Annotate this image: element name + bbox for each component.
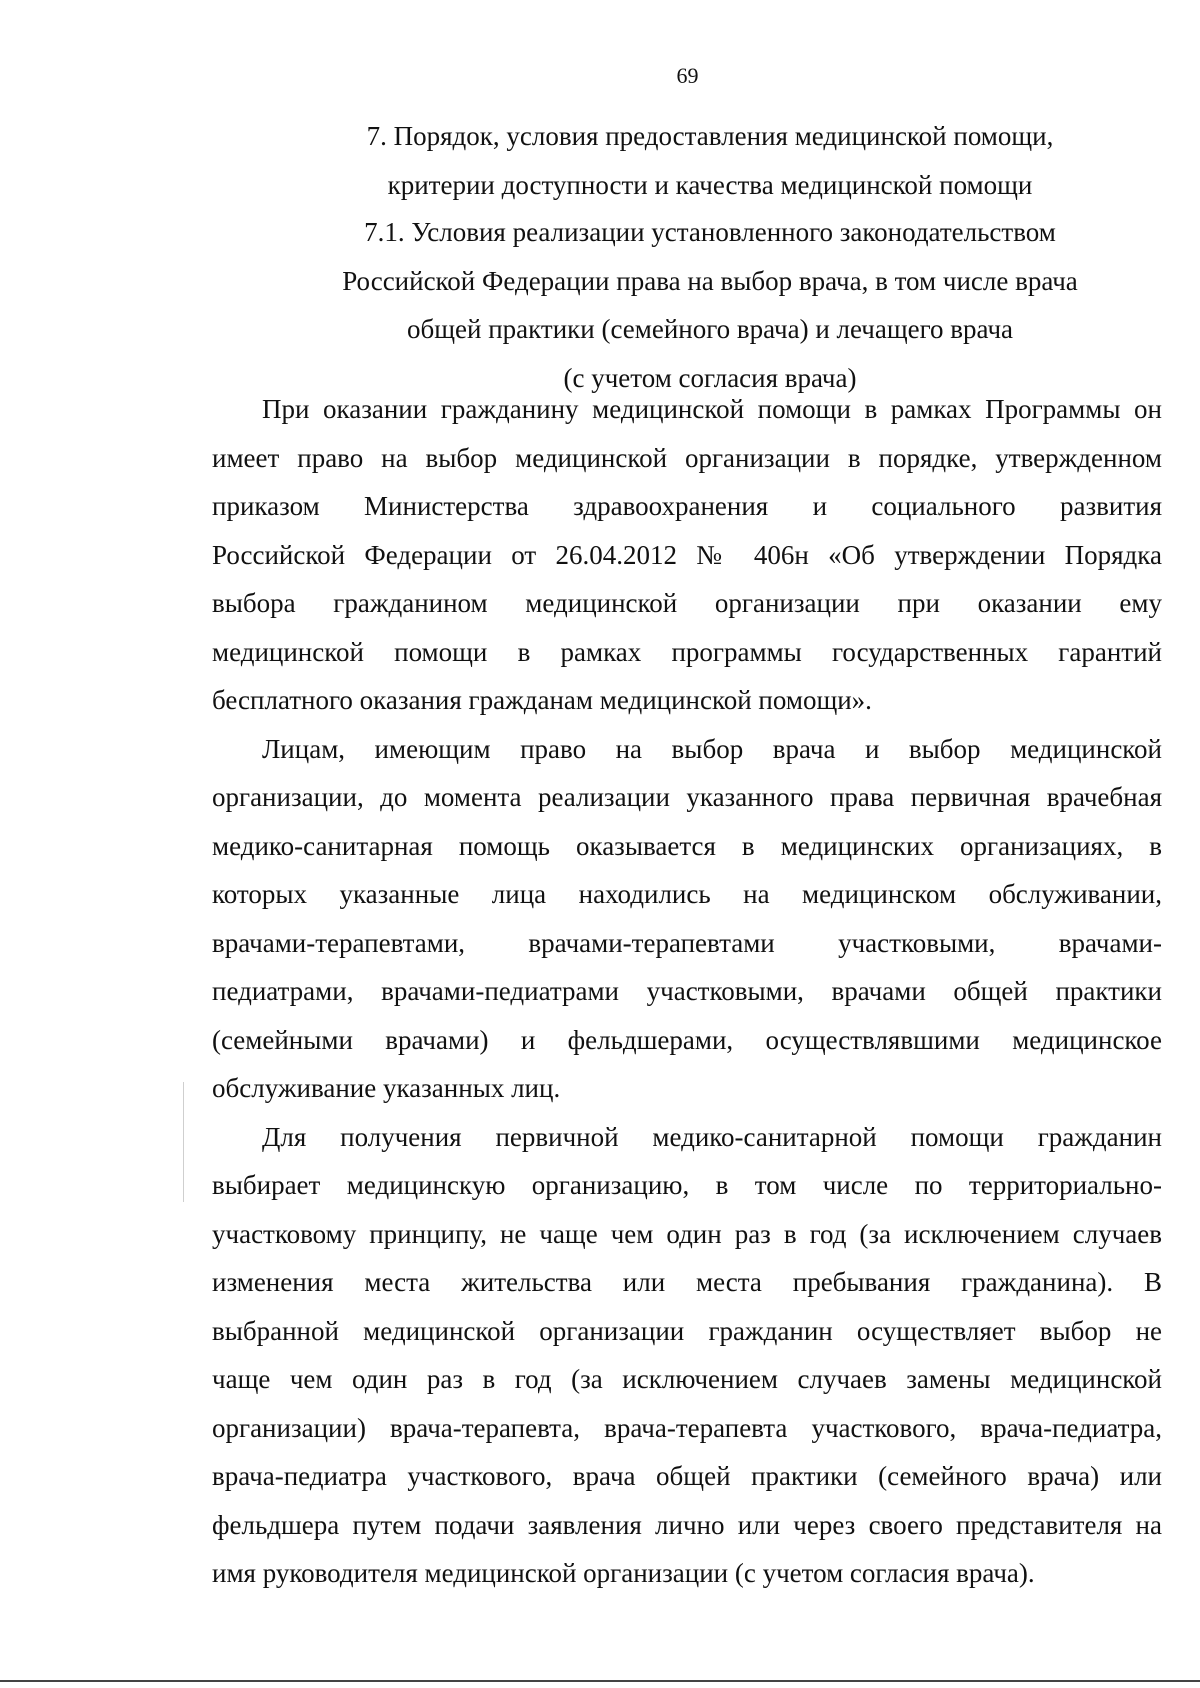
text-line: Российской Федерации от 26.04.2012 № 406н «Об утверждении Порядка	[212, 539, 1162, 570]
document-body	[212, 385, 1162, 1598]
text-line: организации, до момента реализации указанного права первичная врачебная	[212, 782, 1162, 812]
page-number: 69	[676, 63, 699, 88]
paragraph-1	[212, 385, 1162, 725]
text-line: Лицам, имеющим право на выбор врача и выбор медицинской	[262, 733, 1162, 764]
text-line: (семейными врачами) и фельдшерами, осуществлявшими медицинское	[212, 1024, 1162, 1055]
text-line: имя руководителя медицинской организации (с учетом согласия врача).	[212, 1558, 1035, 1588]
section-heading	[260, 112, 1160, 209]
text-line: медицинской помощи в рамках программы государственных гарантий	[212, 636, 1162, 667]
text-line: выбирает медицинскую организацию, в том числе по территориально-	[212, 1170, 1162, 1200]
text-line: фельдшера путем подачи заявления лично или через своего представителя на	[212, 1509, 1162, 1540]
heading-line: критерии доступности и качества медицинской помощи	[387, 169, 1033, 200]
text-line: организации) врача-терапевта, врача-терапевта участкового, врача-педиатра,	[212, 1412, 1162, 1443]
text-line: обслуживание указанных лиц.	[212, 1073, 561, 1103]
text-line: медико-санитарная помощь оказывается в медицинских организациях, в	[212, 830, 1162, 861]
text-line: При оказании гражданину медицинской помощи в рамках Программы он	[262, 394, 1162, 424]
text-line: Для получения первичной медико-санитарной помощи гражданин	[262, 1121, 1162, 1152]
paragraph-3	[212, 1113, 1162, 1598]
paragraph-2	[212, 725, 1162, 1113]
text-line: изменения места жительства или места пребывания гражданина). В	[212, 1267, 1162, 1297]
text-line: участковому принципу, не чаще чем один раз в год (за исключением случаев	[212, 1218, 1162, 1249]
text-line: врачами-терапевтами, врачами-терапевтами участковыми, врачами-	[212, 927, 1162, 958]
text-line: имеет право на выбор медицинской организации в порядке, утвержденном	[212, 442, 1162, 473]
page-bottom-edge	[0, 1680, 1200, 1682]
text-line: приказом Министерства здравоохранения и социального развития	[212, 491, 1162, 521]
subheading-line: (с учетом согласия врача)	[563, 362, 857, 393]
text-line: которых указанные лица находились на медицинском обслуживании,	[212, 879, 1162, 909]
text-line: чаще чем один раз в год (за исключением случаев замены медицинской	[212, 1364, 1162, 1394]
text-line: бесплатного оказания гражданам медицинской помощи».	[212, 685, 872, 715]
text-line: врача-педиатра участкового, врача общей практики (семейного врача) или	[212, 1461, 1162, 1491]
subheading-line: 7.1. Условия реализации установленного законодательством	[364, 217, 1056, 247]
text-line: выбранной медицинской организации гражданин осуществляет выбор не	[212, 1315, 1162, 1346]
text-line: педиатрами, врачами-педиатрами участковыми, врачами общей практики	[212, 976, 1162, 1006]
text-line: выбора гражданином медицинской организации при оказании ему	[212, 588, 1162, 618]
subsection-heading	[260, 208, 1160, 402]
scan-artifact-mark	[183, 1082, 184, 1202]
heading-line: 7. Порядок, условия предоставления медицинской помощи,	[366, 121, 1054, 151]
subheading-line: Российской Федерации права на выбор врача, в том числе врача	[342, 265, 1078, 296]
subheading-line: общей практики (семейного врача) и лечащего врача	[406, 314, 1014, 344]
